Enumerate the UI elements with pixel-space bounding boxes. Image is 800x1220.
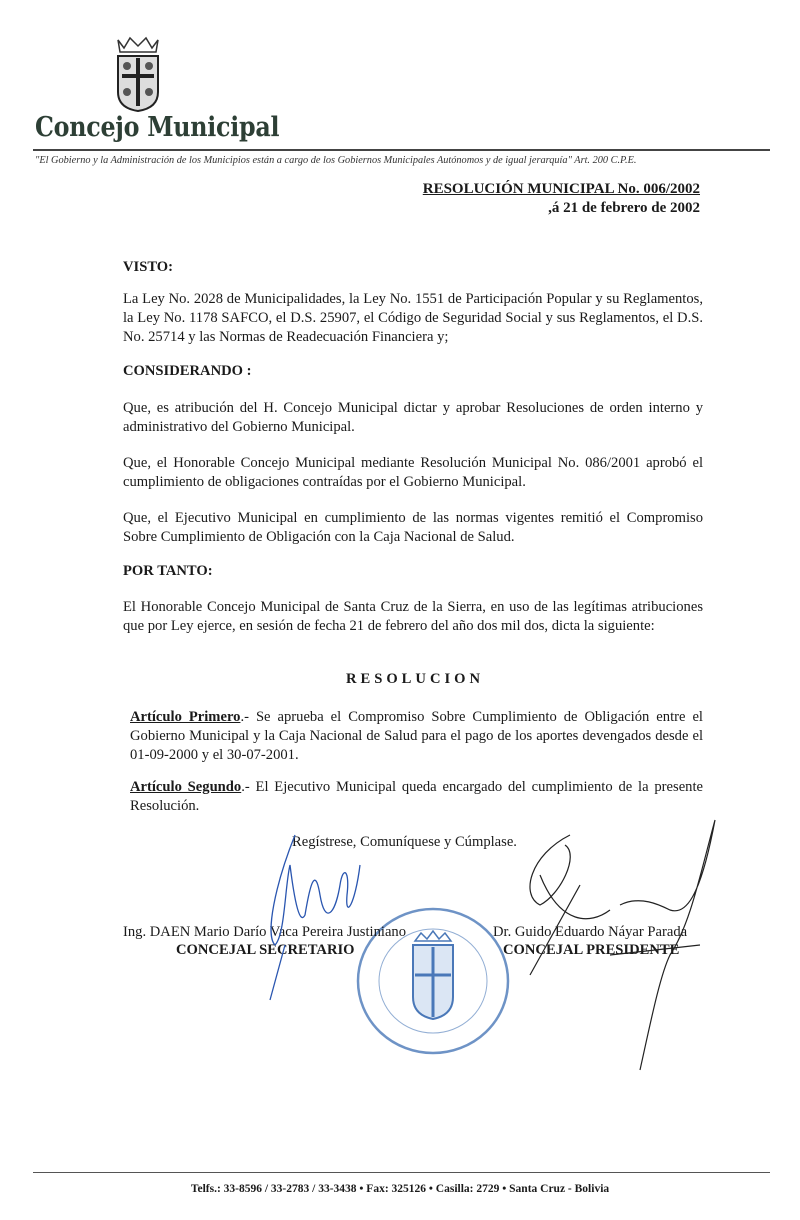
article-label: Artículo Segundo — [130, 779, 242, 795]
article-label: Artículo Primero — [130, 709, 241, 725]
constitution-quote: "El Gobierno y la Administración de los Municipios están a cargo de los Gobiernos Municipales Autónomos y de igual jerarquía" Art. 200 C.P.E. — [35, 155, 637, 166]
secretary-signature — [255, 825, 375, 1005]
considerando-paragraph: Que, el Honorable Concejo Municipal mediante Resolución Municipal No. 086/2001 aprobó el cumplimiento de obligaciones contraídas por el Gobierno Municipal. — [123, 455, 703, 490]
article-second — [130, 778, 703, 816]
header-divider — [33, 149, 770, 151]
considerando-paragraph: Que, es atribución del H. Concejo Municipal dictar y aprobar Resoluciones de orden interno y administrativo del Gobierno Municipal. — [123, 400, 703, 435]
por-tanto-text: El Honorable Concejo Municipal de Santa Cruz de la Sierra, en uso de las legítimas atribuciones que por Ley ejerce, en sesión de fecha 21 de febrero del año dos mil dos, dicta la siguiente: — [123, 599, 703, 634]
considerando-heading: CONSIDERANDO : — [123, 363, 252, 379]
por-tanto-heading: POR TANTO: — [123, 563, 213, 579]
article-text: .- Se aprueba el Compromiso Sobre Cumplimiento de Obligación entre el Gobierno Municipal y la Caja Nacional de Salud para el pago de los aportes devengados desde el 01-09-2000 y el 30-07-2001. — [130, 709, 703, 763]
resolution-date: ,á 21 de febrero de 2002 — [548, 200, 700, 216]
president-signature — [500, 815, 730, 1075]
signatory-role: CONCEJAL SECRETARIO — [176, 942, 355, 958]
visto-text: La Ley No. 2028 de Municipalidades, la Ley No. 1551 de Participación Popular y su Reglamentos, la Ley No. 1178 SAFCO, el D.S. 25907, el Código de Seguridad Social y sus Reglamentos, el D.S. No. 25714 y las Normas de Readecuación Financiera y; — [123, 291, 703, 345]
footer-contact: Telfs.: 33-8596 / 33-2783 / 33-3438 • Fax: 325126 • Casilla: 2729 • Santa Cruz - Bolivia — [190, 1183, 610, 1195]
article-text: .- El Ejecutivo Municipal queda encargado del cumplimiento de la presente Resolución. — [130, 779, 703, 814]
resolution-title: RESOLUCIÓN MUNICIPAL No. 006/2002 — [422, 181, 700, 197]
footer-divider — [33, 1172, 770, 1173]
signatory-name: Ing. DAEN Mario Darío Vaca Pereira Justiniano — [123, 924, 407, 940]
signatory-name: Dr. Guido Eduardo Náyar Parada — [493, 924, 688, 940]
considerando-paragraph: Que, el Ejecutivo Municipal en cumplimiento de las normas vigentes remitió el Compromiso Sobre Cumplimiento de Obligación con la Caja Nacional de Salud. — [123, 510, 703, 545]
closing-formula: Regístrese, Comuníquese y Cúmplase. — [292, 834, 517, 850]
resolucion-heading: RESOLUCION — [345, 671, 485, 687]
coat-of-arms-logo — [112, 36, 164, 112]
signatory-role: CONCEJAL PRESIDENTE — [503, 942, 680, 958]
article-first — [130, 708, 703, 765]
visto-heading: VISTO: — [123, 259, 174, 275]
brand-title: Concejo Municipal — [35, 112, 280, 143]
